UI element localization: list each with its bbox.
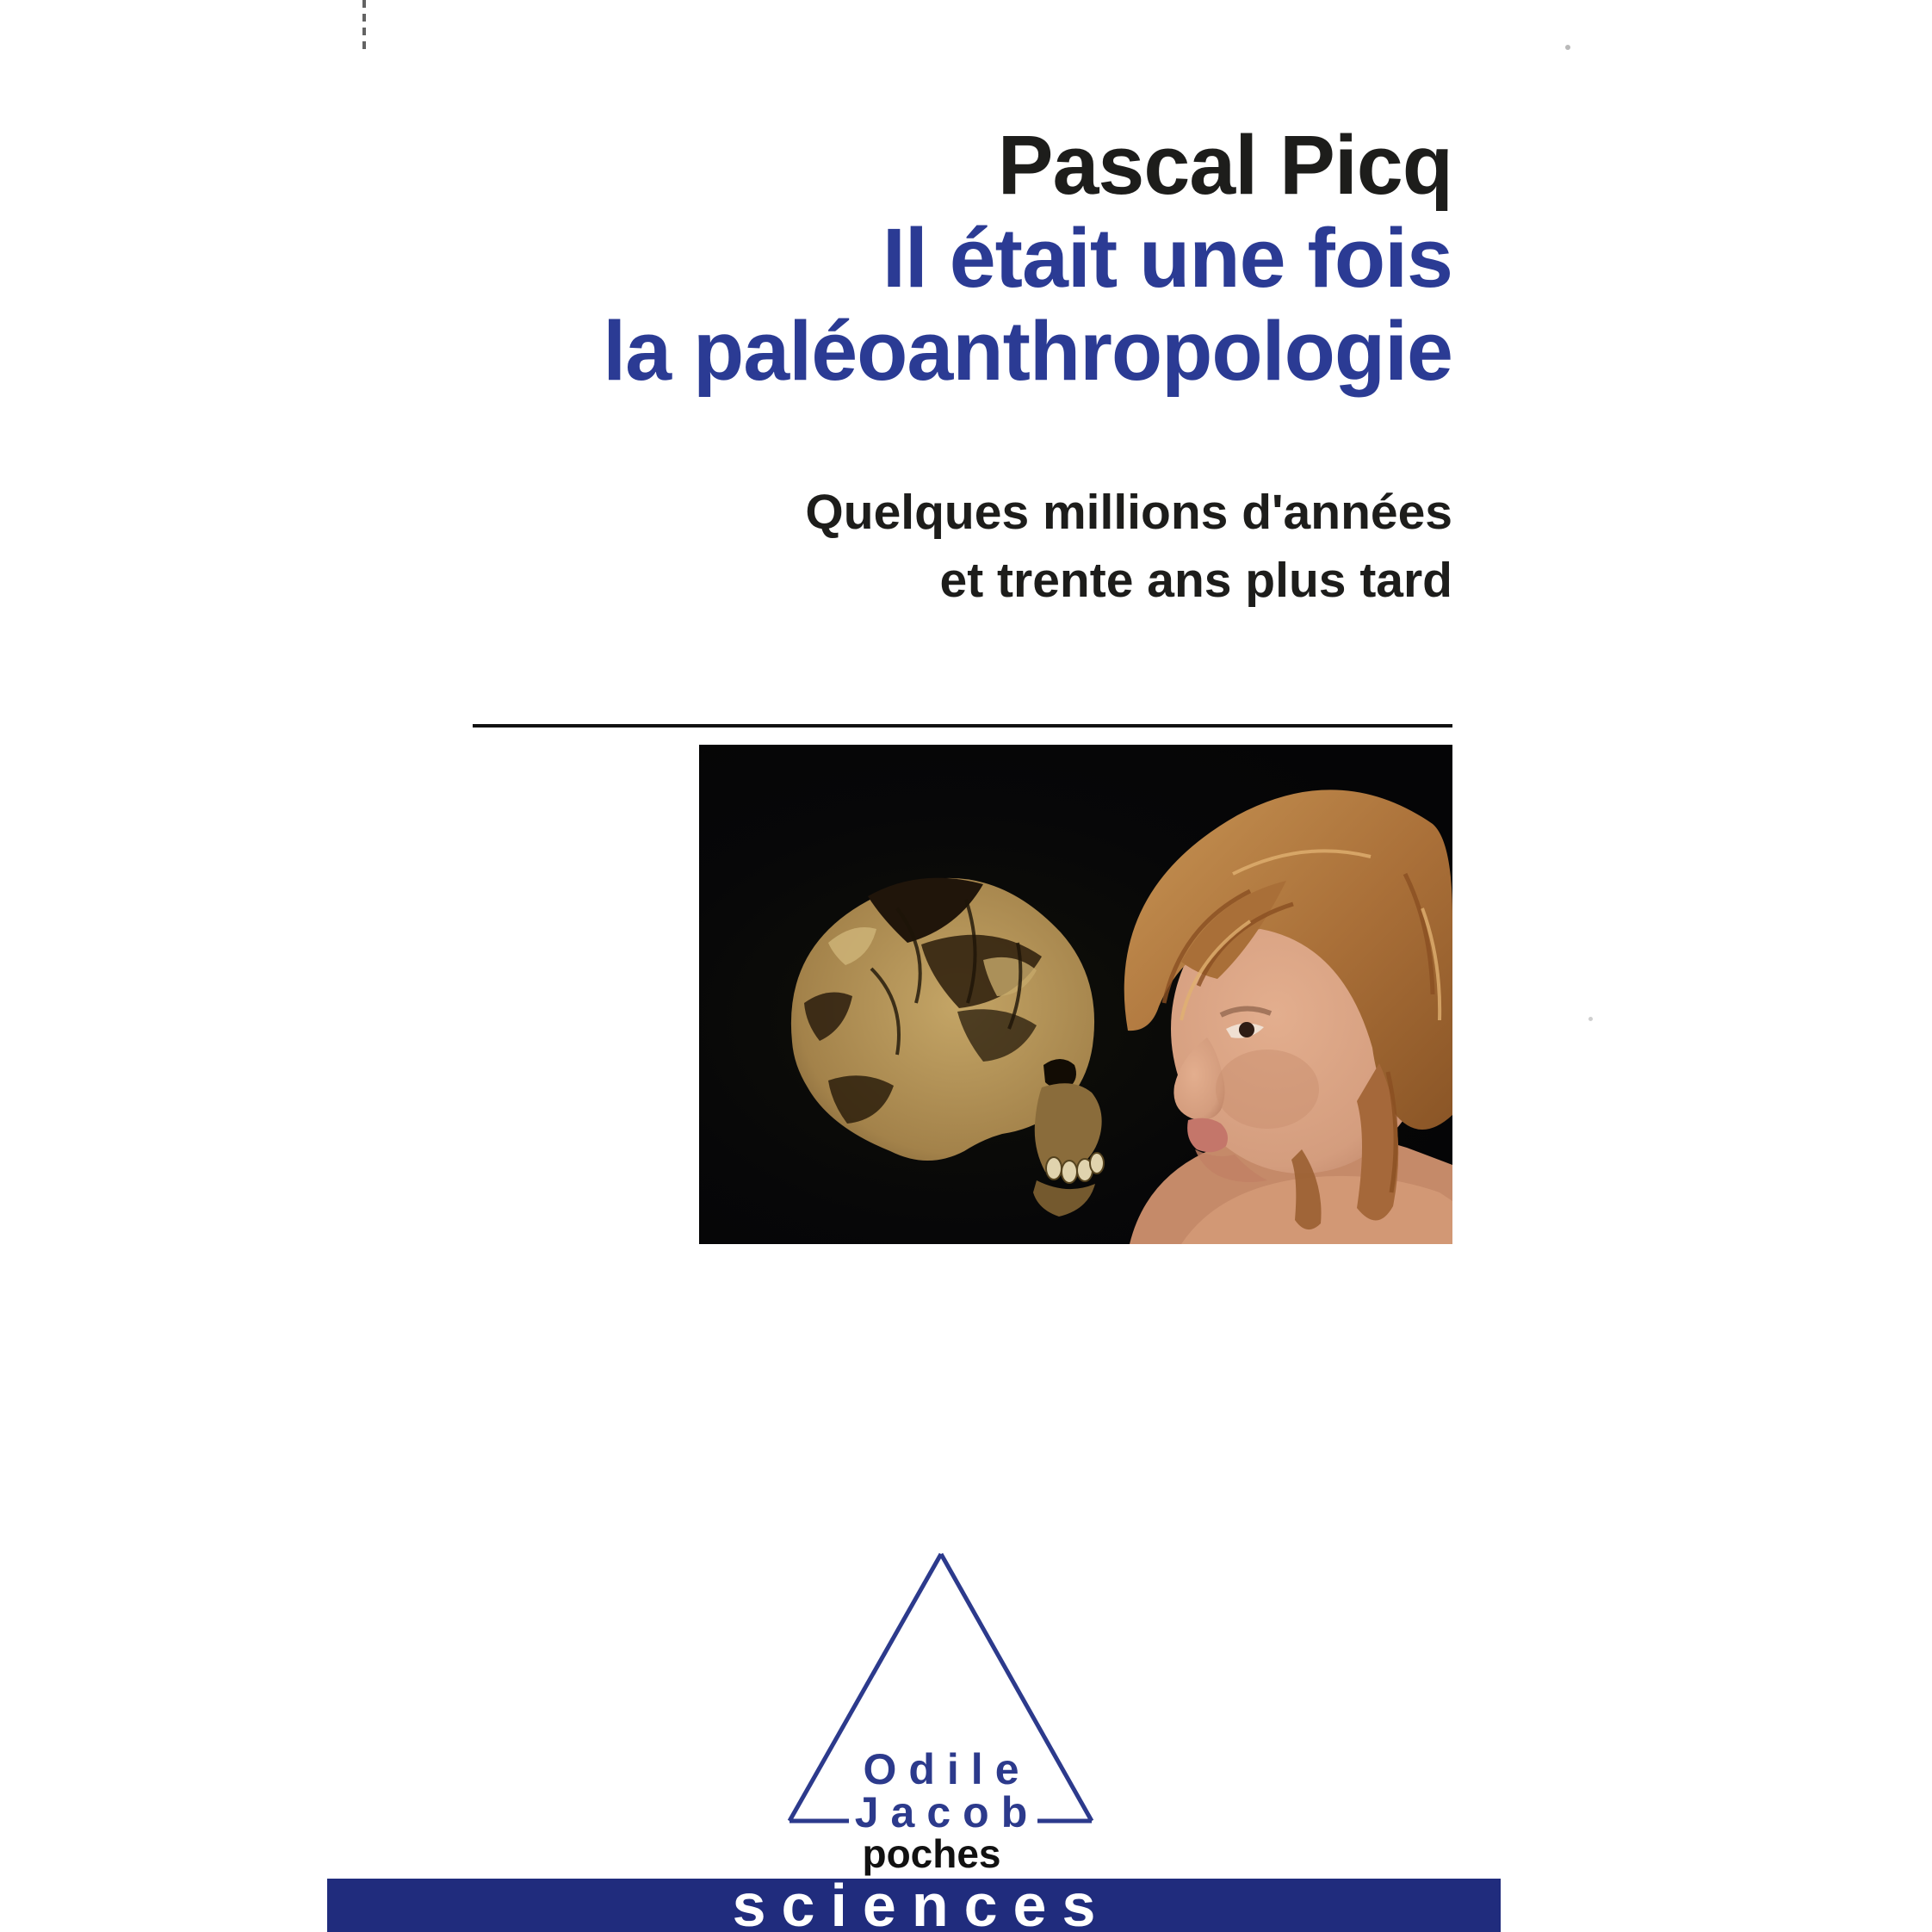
collection-label: sciences	[732, 1872, 1112, 1932]
book-title-line-1: Il était une fois	[882, 211, 1452, 305]
collection-banner	[327, 1872, 1501, 1932]
scan-artifact-dot	[1565, 45, 1570, 50]
scan-artifact-dot	[1588, 1017, 1593, 1021]
crop-mark-dashed-line	[362, 0, 366, 55]
book-title-line-2: la paléoanthropologie	[603, 304, 1452, 398]
book-subtitle-line-1: Quelques millions d'années	[805, 485, 1452, 540]
cover-photo	[699, 745, 1452, 1244]
divider-rule	[473, 724, 1452, 728]
book-subtitle	[805, 479, 1452, 615]
book-subtitle-line-2: et trente ans plus tard	[939, 553, 1452, 608]
book-title	[603, 212, 1452, 398]
skull-and-child-illustration	[699, 745, 1452, 1244]
publisher-name-jacob: Jacob	[854, 1788, 1040, 1836]
imprint-label: poches	[862, 1831, 1001, 1876]
author-name: Pascal Picq	[997, 118, 1452, 212]
publisher-name-odile: Odile	[863, 1745, 1031, 1793]
